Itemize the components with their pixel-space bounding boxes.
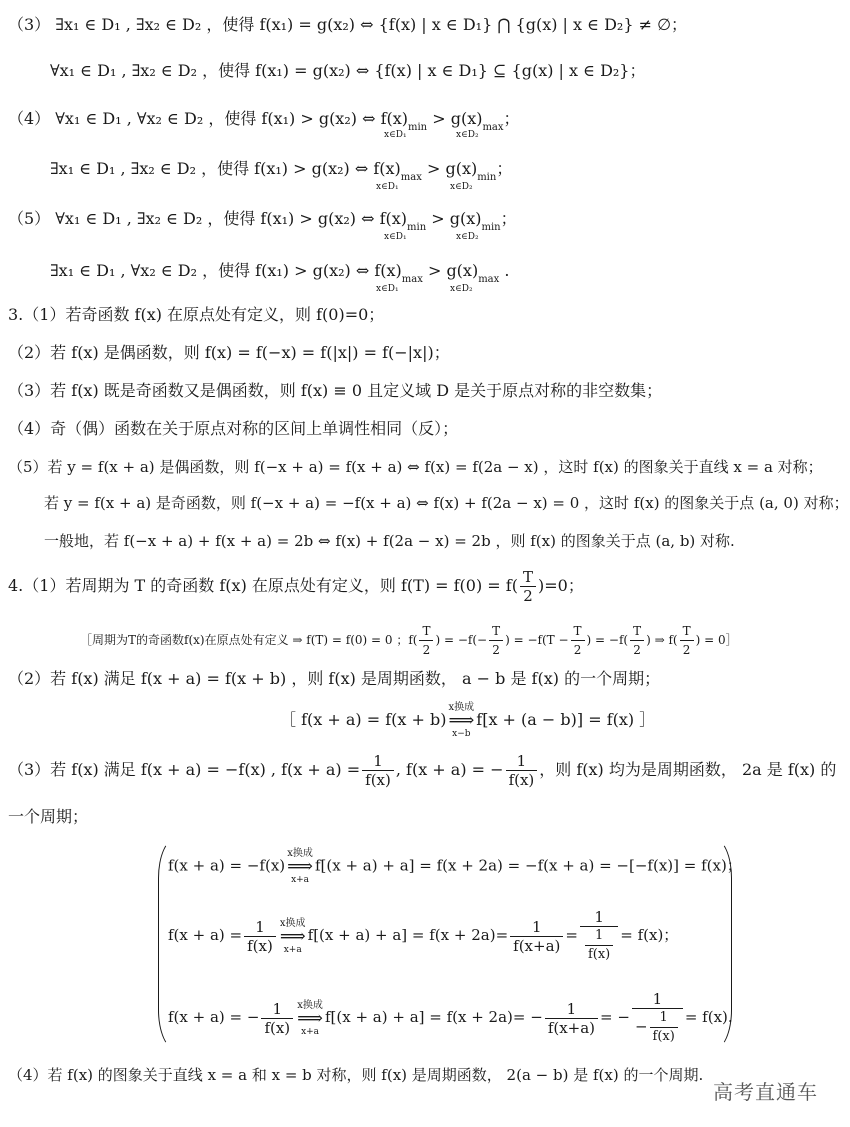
numerator: T [633, 624, 642, 638]
numerator: T [573, 624, 582, 638]
text: ) = −f( [586, 633, 629, 647]
denominator: 2 [489, 640, 503, 659]
denominator: 2 [571, 640, 585, 659]
subscript: max [401, 274, 423, 285]
substitution-arrow [280, 918, 306, 955]
text: ； [496, 159, 513, 178]
numerator: 1 [255, 917, 265, 936]
text: f(x + a) = [168, 926, 243, 944]
subscript: max [478, 274, 500, 285]
fraction [545, 1000, 598, 1037]
numerator: 1 [594, 928, 604, 943]
text: ∃x₁ ∈ D₁ , ∀x₂ ∈ D₂ ，使得 f(x₁) > g(x₂) ⇔ f(x) [50, 261, 402, 280]
arrow-label: x换成 [297, 999, 323, 1011]
text: > g(x) [426, 209, 482, 228]
text: （3）若 f(x) 满足 f(x + a) = −f(x) , f(x + a) = [8, 760, 361, 779]
text: . [499, 261, 510, 280]
derivation-row-2 [168, 908, 678, 964]
fraction [419, 622, 433, 659]
denominator: 2 [419, 640, 433, 659]
denominator: f(x) [506, 770, 538, 789]
section-4-item-1 [8, 568, 584, 605]
fraction [362, 752, 394, 789]
substitution-arrow [297, 1000, 323, 1037]
arrow-sub: x+a [301, 1026, 320, 1037]
text: ) ⇒ f( [646, 633, 678, 647]
domain-label: x∈D₂ [456, 232, 479, 242]
arrow-label: x换成 [279, 917, 306, 929]
text: ［ f(x + a) = f(x + b) [280, 710, 447, 729]
section-4-item-3-cont: 一个周期； [8, 807, 89, 826]
substitution-arrow [287, 848, 313, 885]
numerator: 1 [272, 999, 283, 1018]
fraction [506, 752, 538, 789]
text: ∃x₁ ∈ D₁ , ∃x₂ ∈ D₂ ，使得 f(x₁) > g(x₂) ⇔ f(x) [50, 159, 401, 178]
denominator: f(x) [261, 1018, 293, 1037]
text: = f(x)； [620, 926, 679, 944]
domain-label: x∈D₂ [456, 130, 479, 140]
inner-fraction [585, 927, 613, 964]
denominator [580, 926, 618, 964]
denominator: 2 [630, 640, 644, 659]
fraction [571, 622, 585, 659]
text: ［周期为T的奇函数f(x)在原点处有定义 ⇒ f(T) = f(0) = 0 ；f( [80, 633, 418, 647]
subscript: min [408, 122, 428, 133]
section-3-item-2: （2）若 f(x) 是偶函数，则 f(x) = f(−x) = f(|x|) = f(−|x|)； [8, 343, 450, 362]
section-3-item-5: （5）若 y = f(x + a) 是偶函数，则 f(−x + a) = f(x + a) ⇔ f(x) = f(2a − x) ，这时 f(x) 的图象关于直线 x = a 对称； [8, 458, 823, 476]
statement-5-exists-forall [50, 260, 509, 291]
subscript: min [477, 172, 497, 183]
denominator: f(x) [244, 936, 276, 955]
statement-3-exists-exists: （3） ∃x₁ ∈ D₁ , ∃x₂ ∈ D₂ ，使得 f(x₁) = g(x₂) ⇔ {f(x) | x ∈ D₁} ⋂ {g(x) | x ∈ D₂} ≠ ∅； [8, 15, 688, 34]
numerator: 1 [531, 917, 542, 936]
arrow-sub: x−b [452, 729, 471, 739]
section-4-item-2: （2）若 f(x) 满足 f(x + a) = f(x + b) ，则 f(x) 是周期函数， a − b 是 f(x) 的一个周期； [8, 669, 661, 688]
domain-label: x∈D₂ [450, 284, 473, 294]
section-3-item-5-odd: 若 y = f(x + a) 是奇函数，则 f(−x + a) = −f(x + a) ⇔ f(x) + f(2a − x) = 0 ，这时 f(x) 的图象关于点 (a, 0) 对称； [44, 494, 849, 512]
denominator: 2 [520, 586, 536, 605]
watermark-text: 高考直通车 [713, 1080, 818, 1104]
text: = [565, 926, 578, 944]
fraction [244, 918, 276, 955]
nested-fraction [632, 990, 683, 1046]
subscript: min [481, 222, 501, 233]
fraction [510, 918, 563, 955]
domain-label: x∈D₁ [376, 284, 399, 294]
text: > g(x) [427, 109, 483, 128]
implies-arrow: ⟹ [287, 856, 313, 877]
minus-sign: − [634, 1017, 648, 1036]
text: , f(x + a) = − [395, 760, 504, 779]
section-4-item-4: （4）若 f(x) 的图象关于直线 x = a 和 x = b 对称，则 f(x) 是周期函数， 2(a − b) 是 f(x) 的一个周期. [8, 1066, 704, 1084]
implies-arrow: ⟹ [448, 710, 475, 731]
statement-4-exists-exists [50, 158, 512, 189]
section-4-item-1-note [80, 622, 738, 659]
text: 4.（1）若周期为 T 的奇函数 f(x) 在原点处有定义，则 f(T) = f(0) = f( [8, 576, 518, 595]
domain-label: x∈D₁ [384, 130, 407, 140]
section-3-item-5-general: 一般地，若 f(−x + a) + f(x + a) = 2b ⇔ f(x) + f(2a − x) = 2b ，则 f(x) 的图象关于点 (a, b) 对称. [44, 532, 735, 550]
text: f[(x + a) + a] = f(x + 2a)= [307, 926, 509, 944]
nested-fraction [580, 908, 618, 964]
text: ) = −f(T − [505, 633, 569, 647]
text: f[(x + a) + a] = f(x + 2a)= − [324, 1008, 543, 1026]
numerator: 1 [594, 908, 604, 926]
text: （5） ∀x₁ ∈ D₁ , ∃x₂ ∈ D₂ ，使得 f(x₁) > g(x₂) ⇔ f(x) [8, 209, 408, 228]
denominator: f(x) [650, 1027, 678, 1046]
section-4-item-3 [8, 752, 836, 789]
denominator: f(x+a) [510, 936, 563, 955]
numerator: T [522, 568, 533, 586]
inner-fraction [650, 1009, 678, 1046]
subscript: max [482, 122, 504, 133]
denominator: 2 [680, 640, 694, 659]
fraction [261, 1000, 293, 1037]
text: f[(x + a) + a] = f(x + 2a) = −f(x + a) = −[−f(x)] = f(x)； [314, 856, 742, 875]
denominator: f(x) [585, 945, 613, 964]
numerator: 1 [652, 990, 663, 1008]
section-4-item-2-derivation [280, 702, 655, 739]
text: f(x + a) = −f(x) [168, 856, 286, 875]
substitution-arrow [448, 702, 474, 739]
fraction [680, 622, 694, 659]
subscript: min [407, 222, 427, 233]
fraction [489, 622, 503, 659]
statement-5-forall-exists [8, 208, 517, 239]
section-3-item-1: 3.（1）若奇函数 f(x) 在原点处有定义，则 f(0)=0； [8, 305, 385, 324]
numerator: T [422, 624, 431, 638]
implies-arrow: ⟹ [279, 925, 306, 947]
fraction [630, 622, 644, 659]
text: f[x + (a − b)] = f(x) ］ [476, 710, 656, 729]
text: > g(x) [421, 159, 478, 178]
section-3-item-4: （4）奇（偶）函数在关于原点对称的区间上单调性相同（反）； [8, 419, 459, 438]
implies-arrow: ⟹ [297, 1007, 323, 1029]
statement-4-forall-forall [8, 108, 520, 139]
derivation-row-1 [168, 848, 742, 885]
statement-3-forall-exists: ∀x₁ ∈ D₁ , ∃x₂ ∈ D₂ ，使得 f(x₁) = g(x₂) ⇔ {f(x) | x ∈ D₁} ⊆ {g(x) | x ∈ D₂}； [50, 61, 646, 80]
arrow-label: x换成 [448, 702, 475, 713]
numerator: 1 [659, 1010, 668, 1025]
domain-label: x∈D₁ [384, 232, 407, 242]
numerator: 1 [566, 999, 577, 1018]
numerator: T [492, 624, 501, 638]
text: ) = 0］ [695, 633, 738, 647]
derivation-row-3 [168, 990, 733, 1046]
text: （4） ∀x₁ ∈ D₁ , ∀x₂ ∈ D₂ ，使得 f(x₁) > g(x₂) ⇔ f(x) [8, 109, 408, 128]
text: = − [600, 1008, 630, 1026]
denominator: f(x+a) [545, 1018, 598, 1037]
text: = f(x). [684, 1008, 733, 1026]
arrow-label: x换成 [287, 848, 313, 859]
arrow-sub: x+a [291, 875, 310, 885]
arrow-sub: x+a [283, 944, 302, 955]
subscript: max [400, 172, 422, 183]
text: ； [500, 209, 517, 228]
fraction-T-over-2 [520, 568, 536, 605]
text: ； [503, 109, 520, 128]
denominator [632, 1008, 683, 1046]
numerator: T [682, 624, 691, 638]
domain-label: x∈D₁ [376, 182, 399, 192]
text: f(x + a) = − [168, 1008, 260, 1026]
section-3-item-3: （3）若 f(x) 既是奇函数又是偶函数，则 f(x) ≡ 0 且定义域 D 是关于原点对称的非空数集； [8, 381, 663, 400]
numerator: 1 [516, 752, 527, 770]
text: )=0； [537, 576, 584, 595]
denominator: f(x) [362, 770, 394, 789]
text: > g(x) [422, 261, 479, 280]
text: ，则 f(x) 均为是周期函数， 2a 是 f(x) 的 [539, 760, 837, 779]
text: ) = −f(− [435, 633, 488, 647]
numerator: 1 [373, 752, 383, 770]
domain-label: x∈D₂ [450, 182, 473, 192]
